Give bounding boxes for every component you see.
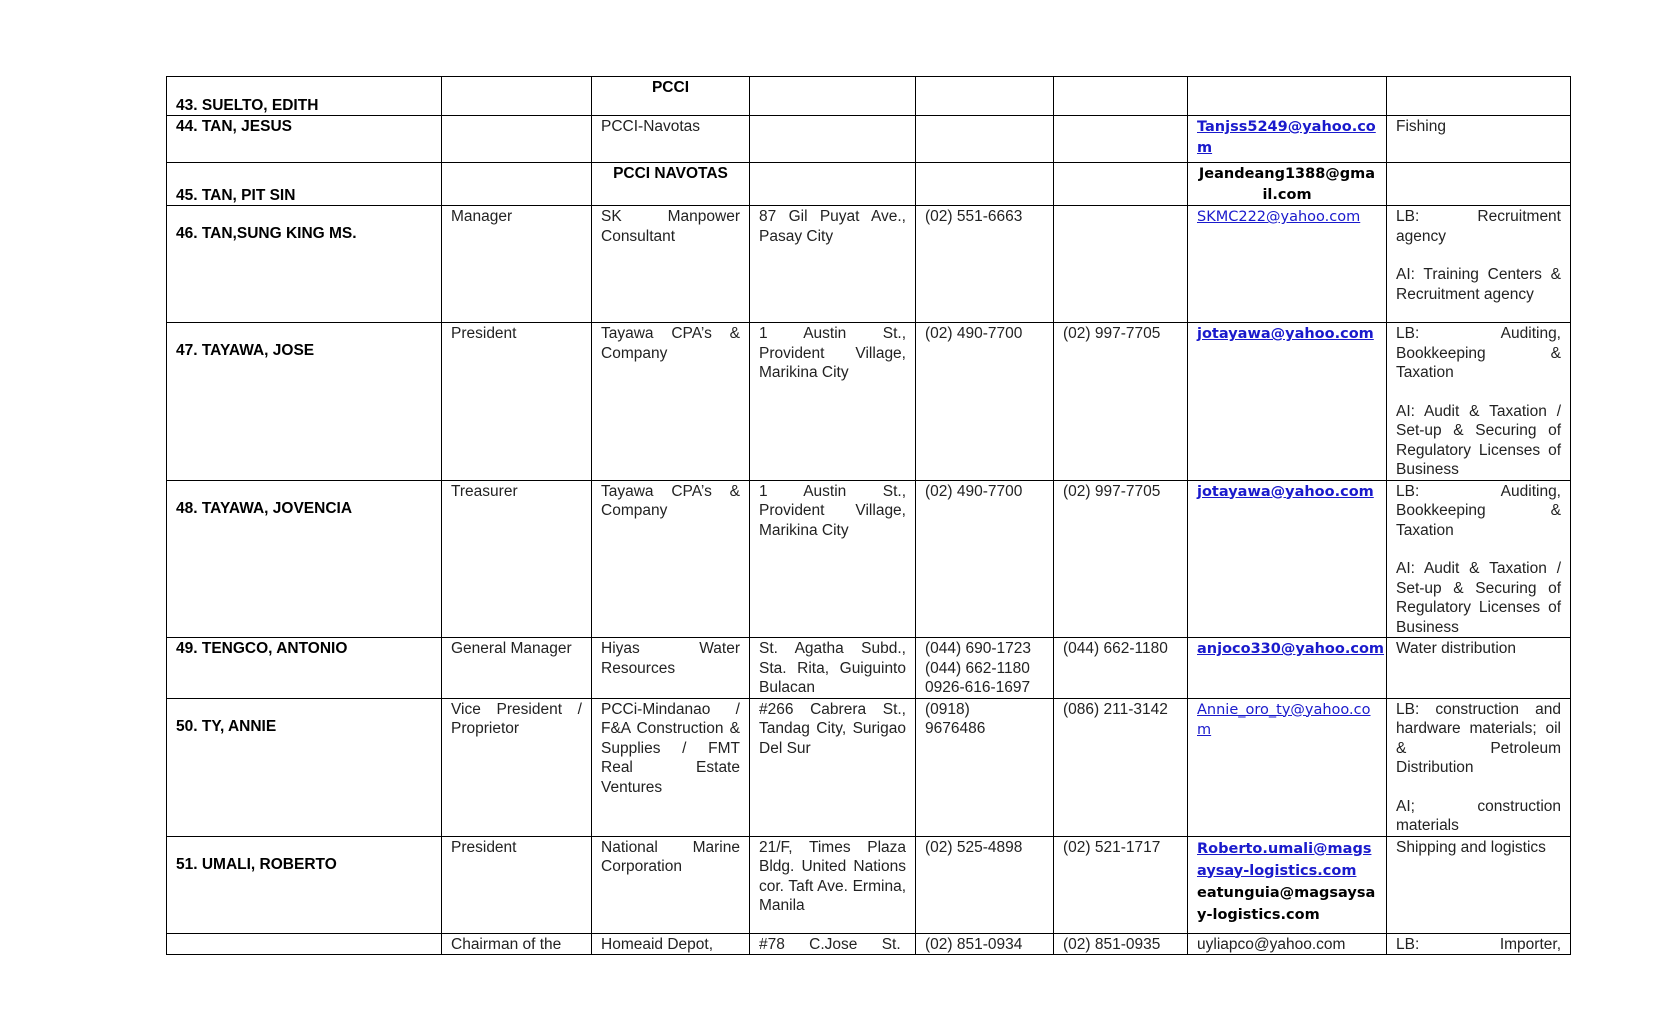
email-cell: uyliapco@yahoo.com — [1188, 933, 1387, 955]
business-lb: LB: Auditing, Bookkeeping & Taxation — [1396, 482, 1561, 539]
spacer — [1396, 778, 1561, 797]
table-row — [167, 638, 1571, 699]
email-link[interactable]: Annie_oro_ty@yahoo.com — [1197, 701, 1371, 738]
phone-cell — [916, 116, 1054, 163]
email-link[interactable]: anjoco330@yahoo.com — [1197, 641, 1385, 657]
company-cell: PCCI NAVOTAS — [592, 163, 750, 206]
phone-cell: (02) 851-0934 — [916, 933, 1054, 955]
business-lb: LB: Recruitment agency — [1396, 208, 1561, 245]
directory-table — [166, 76, 1571, 955]
email-cell — [1188, 116, 1387, 163]
phone-line: (044) 690-1723 — [925, 640, 1031, 657]
company-cell: Tayawa CPA’s & Company — [592, 480, 750, 638]
table-row — [167, 163, 1571, 206]
table-row — [167, 480, 1571, 638]
address-cell — [750, 163, 916, 206]
address-cell: 1 Austin St., Provident Village, Marikina City — [750, 323, 916, 481]
member-name: 44. TAN, JESUS — [167, 116, 442, 163]
table-row — [167, 836, 1571, 933]
member-name: 50. TY, ANNIE — [167, 698, 442, 836]
email-link[interactable]: Tanjss5249@yahoo.com — [1197, 119, 1376, 156]
phone-cell: (02) 551-6663 — [916, 206, 1054, 323]
fax-cell: (086) 211-3142 — [1054, 698, 1188, 836]
address-cell — [750, 77, 916, 116]
business-ai: AI: Training Centers & Recruitment agency — [1396, 266, 1561, 303]
business-ai: AI: Audit & Taxation / Set-up & Securing of Regulatory Licenses of Business — [1396, 560, 1561, 636]
business-cell: Water distribution — [1387, 638, 1571, 699]
email-link[interactable]: jotayawa@yahoo.com — [1197, 326, 1374, 342]
business-cell: Fishing — [1387, 116, 1571, 163]
table-row — [167, 698, 1571, 836]
member-name: 45. TAN, PIT SIN — [167, 163, 442, 206]
position-cell: General Manager — [442, 638, 592, 699]
position-cell: Vice President / Proprietor — [442, 698, 592, 836]
business-cell — [1387, 206, 1571, 323]
member-name: 48. TAYAWA, JOVENCIA — [167, 480, 442, 638]
email-link[interactable]: jotayawa@yahoo.com — [1197, 483, 1374, 500]
company-cell: Tayawa CPA’s & Company — [592, 323, 750, 481]
phone-line: (044) 662-1180 — [925, 659, 1030, 677]
position-cell — [442, 77, 592, 116]
business-cell — [1387, 480, 1571, 638]
address-cell: #78 C.Jose St. — [750, 933, 916, 955]
position-cell: Chairman of the — [442, 933, 592, 955]
email-text-secondary: eatunguia@magsaysay-logistics.com — [1197, 884, 1376, 923]
company-cell: PCCi-Mindanao / F&A Construction & Supplies / FMT Real Estate Ventures — [592, 698, 750, 836]
business-cell — [1387, 77, 1571, 116]
email-cell — [1188, 638, 1387, 699]
fax-cell — [1054, 206, 1188, 323]
fax-cell: (02) 997-7705 — [1054, 323, 1188, 481]
address-cell: St. Agatha Subd., Sta. Rita, Guiguinto Bulacan — [750, 638, 916, 699]
address-cell: 21/F, Times Plaza Bldg. United Nations cor. Taft Ave. Ermina, Manila — [750, 836, 916, 933]
member-name: 49. TENGCO, ANTONIO — [167, 638, 442, 699]
email-cell — [1188, 206, 1387, 323]
email-cell — [1188, 480, 1387, 638]
position-cell — [442, 163, 592, 206]
email-cell — [1188, 77, 1387, 116]
email-text: Jeandeang1388@gmail.com — [1198, 166, 1376, 203]
email-link[interactable]: Roberto.umali@magsaysay-logistics.com — [1197, 840, 1372, 879]
address-cell: 1 Austin St., Provident Village, Marikina City — [750, 480, 916, 638]
business-lb: LB: construction and hardware materials; oil & Petroleum Distribution — [1396, 700, 1561, 776]
table-row — [167, 323, 1571, 481]
spacer — [1396, 246, 1561, 265]
position-cell — [442, 116, 592, 163]
position-cell: Treasurer — [442, 480, 592, 638]
business-ai: AI: Audit & Taxation / Set-up & Securing of Regulatory Licenses of Business — [1396, 402, 1561, 478]
company-cell: Homeaid Depot, — [592, 933, 750, 955]
table-row — [167, 77, 1571, 116]
spacer — [1396, 540, 1561, 559]
phone-cell: (02) 490-7700 — [916, 480, 1054, 638]
email-cell — [1188, 698, 1387, 836]
business-cell — [1387, 323, 1571, 481]
fax-cell: (02) 521-1717 — [1054, 836, 1188, 933]
fax-cell — [1054, 163, 1188, 206]
table-row — [167, 206, 1571, 323]
phone-cell: (0918) 9676486 — [916, 698, 1054, 836]
fax-cell: (02) 851-0935 — [1054, 933, 1188, 955]
spacer — [1396, 383, 1561, 402]
fax-cell — [1054, 116, 1188, 163]
company-cell: PCCI-Navotas — [592, 116, 750, 163]
company-cell: National Marine Corporation — [592, 836, 750, 933]
member-name: 46. TAN,SUNG KING MS. — [167, 206, 442, 323]
business-lb: LB: Auditing, Bookkeeping & Taxation — [1396, 325, 1561, 381]
table-row — [167, 933, 1571, 955]
email-cell — [1188, 836, 1387, 933]
email-cell — [1188, 323, 1387, 481]
address-cell: 87 Gil Puyat Ave., Pasay City — [750, 206, 916, 323]
business-cell: LB: Importer, — [1387, 933, 1571, 955]
position-cell: Manager — [442, 206, 592, 323]
member-name — [167, 933, 442, 955]
address-cell: #266 Cabrera St., Tandag City, Surigao Del Sur — [750, 698, 916, 836]
phone-cell: (02) 490-7700 — [916, 323, 1054, 481]
member-name: 51. UMALI, ROBERTO — [167, 836, 442, 933]
address-cell — [750, 116, 916, 163]
business-cell — [1387, 698, 1571, 836]
email-cell — [1188, 163, 1387, 206]
phone-cell — [916, 77, 1054, 116]
email-link[interactable]: SKMC222@yahoo.com — [1197, 209, 1361, 225]
phone-cell: (02) 525-4898 — [916, 836, 1054, 933]
position-cell: President — [442, 323, 592, 481]
business-cell — [1387, 163, 1571, 206]
fax-cell: (044) 662-1180 — [1054, 638, 1188, 699]
member-name: 47. TAYAWA, JOSE — [167, 323, 442, 481]
fax-cell — [1054, 77, 1188, 116]
company-cell: Hiyas Water Resources — [592, 638, 750, 699]
member-name: 43. SUELTO, EDITH — [167, 77, 442, 116]
phone-cell — [916, 638, 1054, 699]
phone-line: 0926-616-1697 — [925, 679, 1031, 696]
position-cell: President — [442, 836, 592, 933]
company-cell: SK Manpower Consultant — [592, 206, 750, 323]
phone-cell — [916, 163, 1054, 206]
company-cell: PCCI — [592, 77, 750, 116]
business-ai: AI; construction materials — [1396, 797, 1561, 834]
business-cell: Shipping and logistics — [1387, 836, 1571, 933]
table-row — [167, 116, 1571, 163]
fax-cell: (02) 997-7705 — [1054, 480, 1188, 638]
